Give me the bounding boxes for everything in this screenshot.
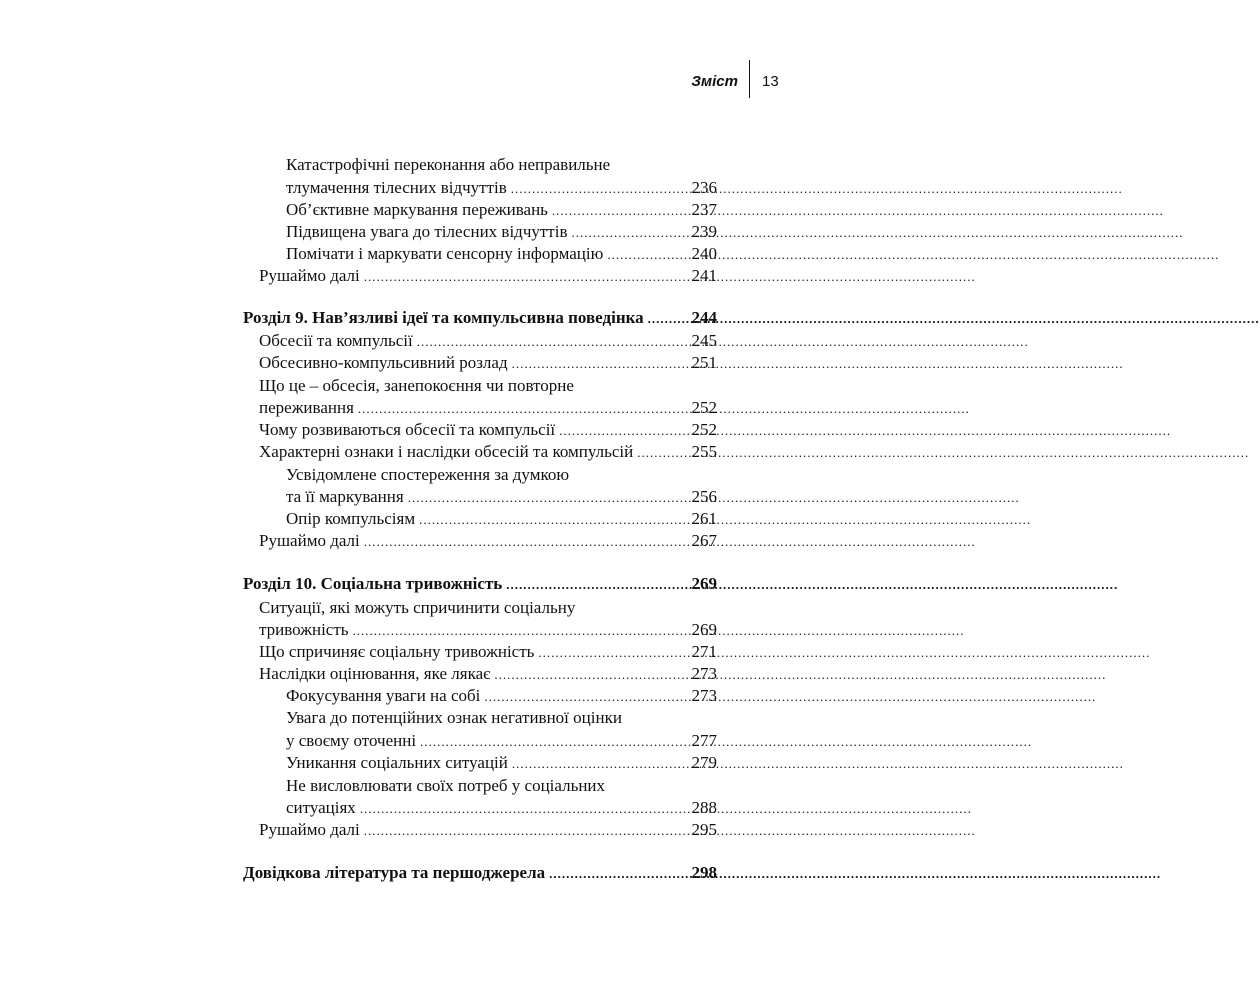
dot-leader [353,620,688,642]
toc-entry-page: 269 [691,620,717,639]
toc-chapter-entry [243,307,717,329]
toc-entry [286,154,717,176]
toc-entry-title: Рушаймо далі [259,266,360,285]
toc-entry-page: 267 [691,531,717,550]
toc-entry-page: 241 [691,266,717,285]
toc-entry-title: тривожність [259,620,349,639]
toc-entry-page: 288 [691,798,717,817]
toc-entry-title: Що спричиняє соціальну тривожність [259,642,535,661]
toc-entry-title: Фокусування уваги на собі [286,686,481,705]
toc-entry-title: Помічати і маркувати сенсорну інформацію [286,244,604,263]
dot-leader [417,331,688,353]
toc-entry-title: Наслідки оцінювання, яке лякає [259,664,491,683]
toc-entry [259,352,717,374]
toc-entry-title: Об’єктивне маркування переживань [286,200,548,219]
toc-entry-title: Довідкова література та першоджерела [243,863,546,882]
toc-entry-title: Опір компульсіям [286,509,416,528]
dot-leader [419,509,687,531]
toc-entry-title: Обсесії та компульсії [259,331,413,350]
toc-chapter-entry [243,573,717,595]
toc-entry-title: та її маркування [286,487,404,506]
dot-leader [538,642,687,664]
toc-entry-page: 255 [691,442,717,461]
toc-entry-page: 240 [691,244,717,263]
toc-entry-title: переживання [259,398,354,417]
toc-entry [259,597,717,619]
toc-entry [259,819,717,841]
toc-entry [286,797,717,819]
toc-entry [259,375,717,397]
page-number: 13 [762,73,779,90]
toc-entry-page: 271 [691,642,717,661]
dot-leader [364,820,688,842]
header-divider [749,60,750,98]
toc-entry-page: 279 [691,753,717,772]
dot-leader [648,308,688,330]
toc-entry [259,419,717,441]
toc-entry-title: Рушаймо далі [259,531,360,550]
toc-entry [259,530,717,552]
toc-entry-page: 269 [691,574,717,593]
toc-entry-title: Уникання соціальних ситуацій [286,753,508,772]
toc-entry-title: Не висловлювати своїх потреб у соціальних [286,776,606,795]
dot-leader [549,863,687,885]
dot-leader [637,442,687,464]
dot-leader [552,200,688,222]
toc-entry-title: тлумачення тілесних відчуттів [286,178,507,197]
toc-entry-page: 273 [691,686,717,705]
toc-entry [286,199,717,221]
toc-entry [286,775,717,797]
toc-entry-page: 298 [691,863,717,882]
toc-entry-title: Ситуації, які можуть спричинити соціальну [259,598,576,617]
toc-entry-page: 295 [691,820,717,839]
dot-leader [364,531,688,553]
dot-leader [420,731,687,753]
dot-leader [408,487,688,509]
toc-chapter-entry [243,862,717,884]
toc-entry-title: Катастрофічні переконання або неправильне [286,155,611,174]
toc-entry-page: 245 [691,331,717,350]
toc-entry-title: Обсесивно-компульсивний розлад [259,353,508,372]
toc-entry [286,508,717,530]
dot-leader [494,664,687,686]
toc-entry-title: у своєму оточенні [286,731,417,750]
dot-leader [484,686,687,708]
toc-entry [286,464,717,486]
toc-entry-title: Рушаймо далі [259,820,360,839]
toc-entry [259,330,717,352]
toc-entry-title: Усвідомлене спостереження за думкою [286,465,570,484]
dot-leader [607,244,687,266]
toc-entry-title: Що це – обсесія, занепокоєння чи повторне [259,376,574,395]
toc-entry-page: 256 [691,487,717,506]
toc-entry [259,441,717,463]
toc-entry-page: 237 [691,200,717,219]
toc-entry-title: Підвищена увага до тілесних відчуттів [286,222,568,241]
toc-entry [286,730,717,752]
toc-entry-title: Чому розвиваються обсесії та компульсії [259,420,556,439]
dot-leader [358,398,688,420]
toc-entry [286,685,717,707]
toc-entry-page: 251 [691,353,717,372]
dot-leader [511,178,688,200]
dot-leader [506,574,687,596]
dot-leader [559,420,687,442]
toc-entry-title: Розділ 10. Соціальна тривожність [243,574,503,593]
toc-entry [259,663,717,685]
toc-entry-title: ситуаціях [286,798,356,817]
toc-entry [259,641,717,663]
toc-entry-page: 236 [691,178,717,197]
toc-entry [286,177,717,199]
toc-entry-page: 273 [691,664,717,683]
toc-entry [286,243,717,265]
toc-entry-title: Характерні ознаки і наслідки обсесій та компульсій [259,442,634,461]
dot-leader [364,266,688,288]
toc-entry-page: 239 [691,222,717,241]
dot-leader [512,753,688,775]
toc-entry-page: 252 [691,398,717,417]
toc-entry-title: Увага до потенційних ознак негативної оцінки [286,708,622,727]
toc-entry [286,221,717,243]
toc-entry [259,619,717,641]
toc-entry [286,707,717,729]
toc-entry [259,265,717,287]
toc-entry [286,486,717,508]
dot-leader [360,798,688,820]
toc-entry-page: 277 [691,731,717,750]
toc-entry-title: Розділ 9. Нав’язливі ідеї та компульсивна поведінка [243,308,644,327]
running-header-title: Зміст [691,73,738,90]
toc-entry [259,397,717,419]
toc-entry [286,752,717,774]
toc-entry-page: 252 [691,420,717,439]
toc-entry-page: 244 [691,308,717,327]
dot-leader [512,353,688,375]
dot-leader [571,222,687,244]
toc-entry-page: 261 [691,509,717,528]
